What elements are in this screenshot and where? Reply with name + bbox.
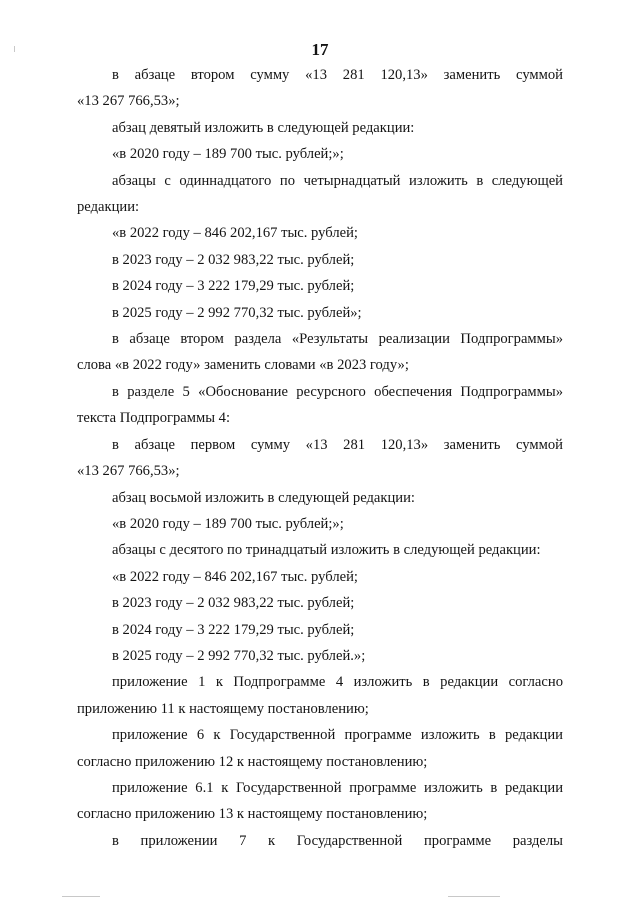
paragraph (77, 432, 563, 485)
paragraph (77, 722, 563, 775)
paragraph-line: слова «в 2022 году» заменить словами «в 2023 году»; (77, 357, 409, 374)
scan-artifact (448, 896, 500, 897)
paragraph: в 2025 году – 2 992 770,32 тыс. рублей.»; (112, 647, 366, 664)
paragraph (77, 379, 563, 432)
paragraph-line: приложение 1 к Подпрограмме 4 изложить в редакции согласно (112, 674, 563, 691)
paragraph (77, 828, 563, 854)
page-number: 17 (311, 40, 329, 59)
paragraph: «в 2020 году – 189 700 тыс. рублей;»; (112, 515, 344, 532)
paragraph-line: в абзаце первом сумму «13 281 120,13» заменить суммой (112, 436, 563, 453)
paragraph-line: в абзаце втором сумму «13 281 120,13» заменить суммой (112, 67, 563, 83)
paragraph-line: «13 267 766,53»; (77, 93, 180, 110)
paragraph (77, 62, 563, 115)
paragraph-line: редакции: (77, 199, 140, 216)
paragraph: в 2024 году – 3 222 179,29 тыс. рублей; (112, 621, 355, 638)
paragraph-line: приложение 6 к Государственной программе изложить в редакции (112, 727, 563, 744)
paragraph-line: приложение 6.1 к Государственной программе изложить в редакции (112, 779, 563, 796)
paragraph-line: абзацы с одиннадцатого по четырнадцатый изложить в следующей (112, 172, 563, 189)
paragraph-line: в абзаце втором раздела «Результаты реализации Подпрограммы» (112, 331, 563, 348)
scan-artifact (62, 896, 100, 897)
paragraph-line: «13 267 766,53»; (77, 463, 180, 480)
paragraph: «в 2022 году – 846 202,167 тыс. рублей; (112, 225, 358, 242)
paragraph: в 2023 году – 2 032 983,22 тыс. рублей; (112, 251, 355, 268)
paragraph: в 2024 году – 3 222 179,29 тыс. рублей; (112, 278, 355, 295)
paragraph: в 2025 году – 2 992 770,32 тыс. рублей»; (112, 304, 362, 321)
paragraph: абзац восьмой изложить в следующей редакции: (112, 489, 415, 506)
paragraph-line: в разделе 5 «Обоснование ресурсного обеспечения Подпрограммы» (112, 383, 563, 400)
paragraph-line: согласно приложению 13 к настоящему постановлению; (77, 806, 428, 823)
paragraph (77, 326, 563, 379)
paragraph-line: текста Подпрограммы 4: (77, 410, 231, 427)
paragraph: «в 2022 году – 846 202,167 тыс. рублей; (112, 568, 358, 585)
paragraph (77, 775, 563, 828)
scan-artifact (14, 46, 15, 52)
paragraph (77, 669, 563, 722)
paragraph-line: приложению 11 к настоящему постановлению; (77, 700, 369, 717)
paragraph-line: согласно приложению 12 к настоящему постановлению; (77, 753, 428, 770)
paragraph: абзацы с десятого по тринадцатый изложить в следующей редакции: (112, 542, 541, 559)
paragraph: «в 2020 году – 189 700 тыс. рублей;»; (112, 146, 344, 163)
paragraph: в 2023 году – 2 032 983,22 тыс. рублей; (112, 595, 355, 612)
document-body (77, 62, 563, 854)
paragraph-line: в приложении 7 к Государственной программе разделы (112, 832, 563, 849)
paragraph: абзац девятый изложить в следующей редакции: (112, 119, 415, 136)
paragraph (77, 168, 563, 221)
